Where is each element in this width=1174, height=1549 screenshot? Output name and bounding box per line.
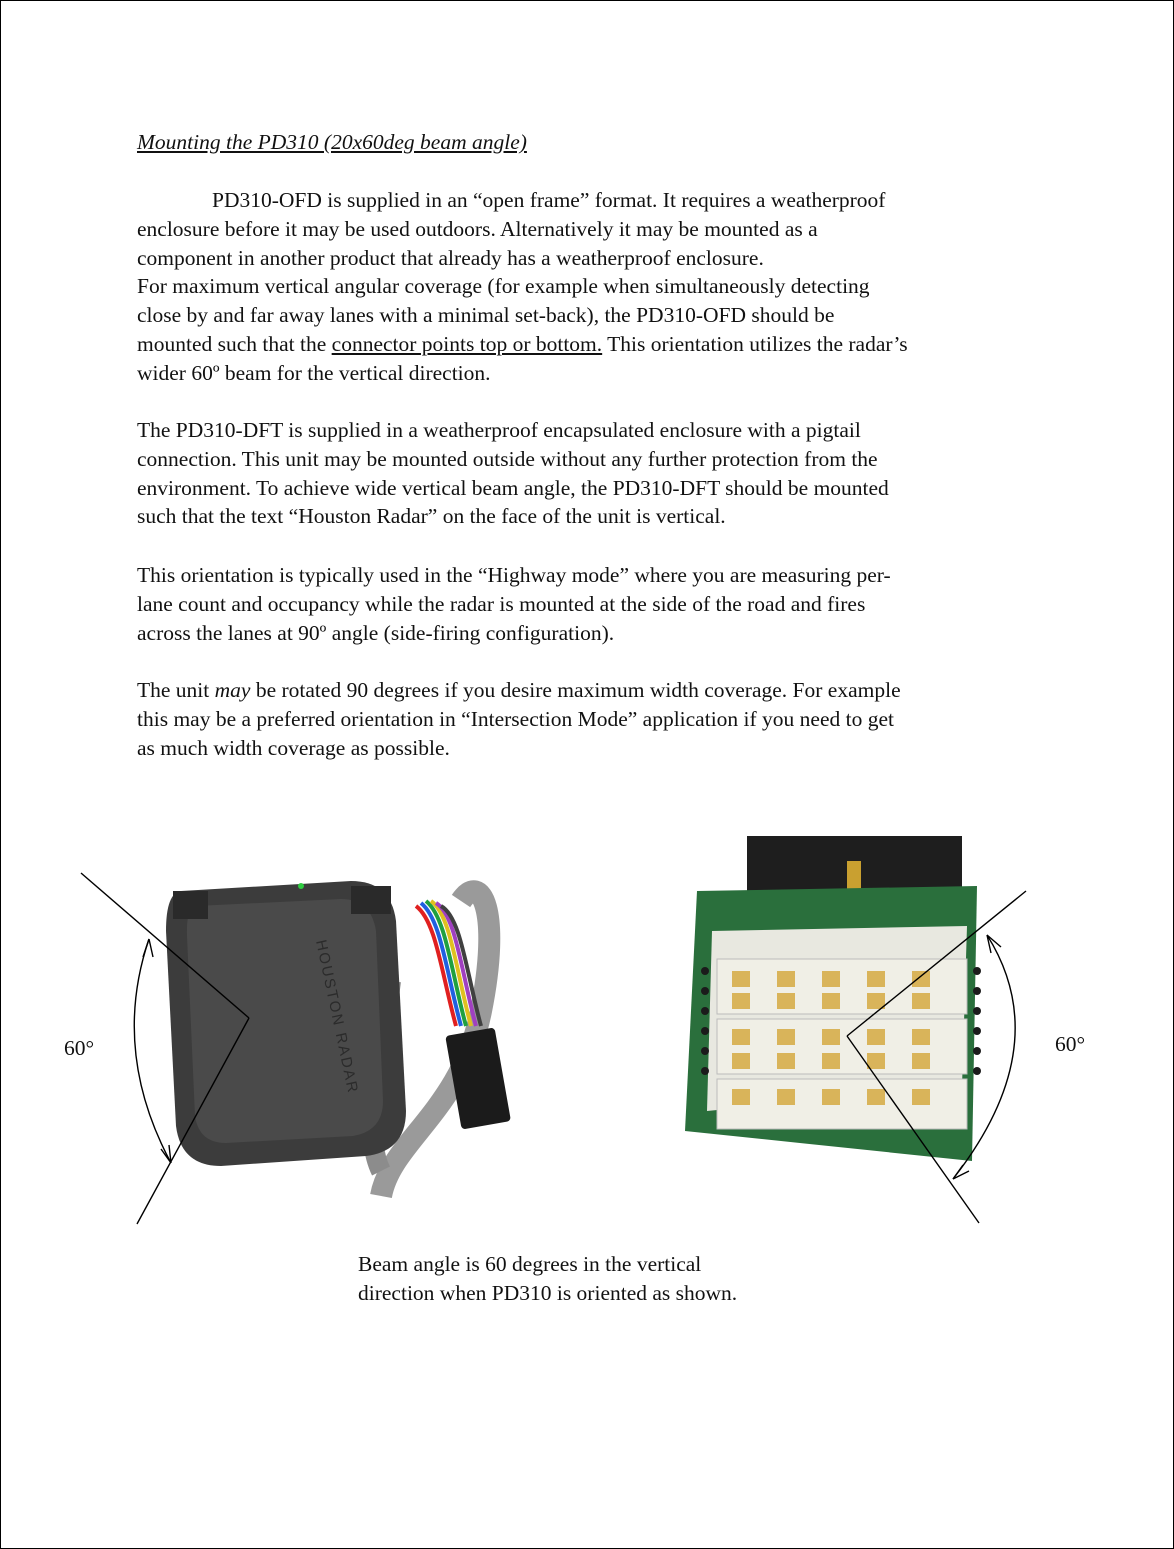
enclosure-label: HOUSTON RADAR <box>312 938 362 1096</box>
text-line: For maximum vertical angular coverage (for example when simultaneously detecting <box>137 274 870 299</box>
text-line: close by and far away lanes with a minimal set-back), the PD310-OFD should be <box>137 303 835 328</box>
text-line: This orientation is typically used in the “Highway mode” where you are measuring per- <box>137 563 891 587</box>
section-title: Mounting the PD310 (20x60deg beam angle) <box>137 130 527 154</box>
text-line: PD310-OFD is supplied in an “open frame” format. It requires a weatherproof <box>212 188 886 212</box>
text-line: across the lanes at 90º angle (side-firing configuration). <box>137 620 615 645</box>
text-line: as much width coverage as possible. <box>137 735 450 760</box>
text-line: mounted such that the connector points top or bottom. This orientation utilizes the radar’s <box>137 331 908 356</box>
text-line: lane count and occupancy while the radar is mounted at the side of the road and fires <box>137 591 866 616</box>
paragraph-highway-mode <box>137 561 1047 647</box>
paragraph-pd310-ofd <box>137 186 1047 388</box>
emphasis: may <box>214 678 251 702</box>
text-line: component in another product that already has a weatherproof enclosure. <box>137 245 764 270</box>
arrowhead-icon <box>987 935 1001 953</box>
text-line: enclosure before it may be used outdoors. Alternatively it may be mounted as a <box>137 216 818 241</box>
caption-line: Beam angle is 60 degrees in the vertical <box>358 1252 702 1276</box>
text-line: such that the text “Houston Radar” on the face of the unit is vertical. <box>137 504 726 529</box>
status-led <box>298 883 304 889</box>
text-line: The PD310-DFT is supplied in a weatherproof encapsulated enclosure with a pigtail <box>137 418 861 442</box>
left-angle-label: 60° <box>64 1036 95 1060</box>
enclosure-face <box>187 899 383 1143</box>
caption-line: direction when PD310 is oriented as shown. <box>358 1280 738 1305</box>
right-angle-label: 60° <box>1055 1032 1086 1056</box>
paragraph-pd310-dft <box>137 416 1047 531</box>
pd310-ofd-pcb-photo <box>677 831 1097 1231</box>
text-line: The unit may be rotated 90 degrees if you desire maximum width coverage. For example <box>137 678 901 702</box>
text-line: environment. To achieve wide vertical beam angle, the PD310-DFT should be mounted <box>137 475 889 500</box>
text-line: wider 60º beam for the vertical direction. <box>137 360 491 385</box>
figure-caption <box>358 1250 838 1308</box>
paragraph-rotation <box>137 676 1047 762</box>
text-line: this may be a preferred orientation in “Intersection Mode” application if you need to get <box>137 706 895 731</box>
pd310-dft-enclosure-photo <box>61 811 561 1231</box>
underlined-phrase: connector points top or bottom. <box>331 331 603 356</box>
text-line: connection. This unit may be mounted outside without any further protection from the <box>137 446 878 471</box>
